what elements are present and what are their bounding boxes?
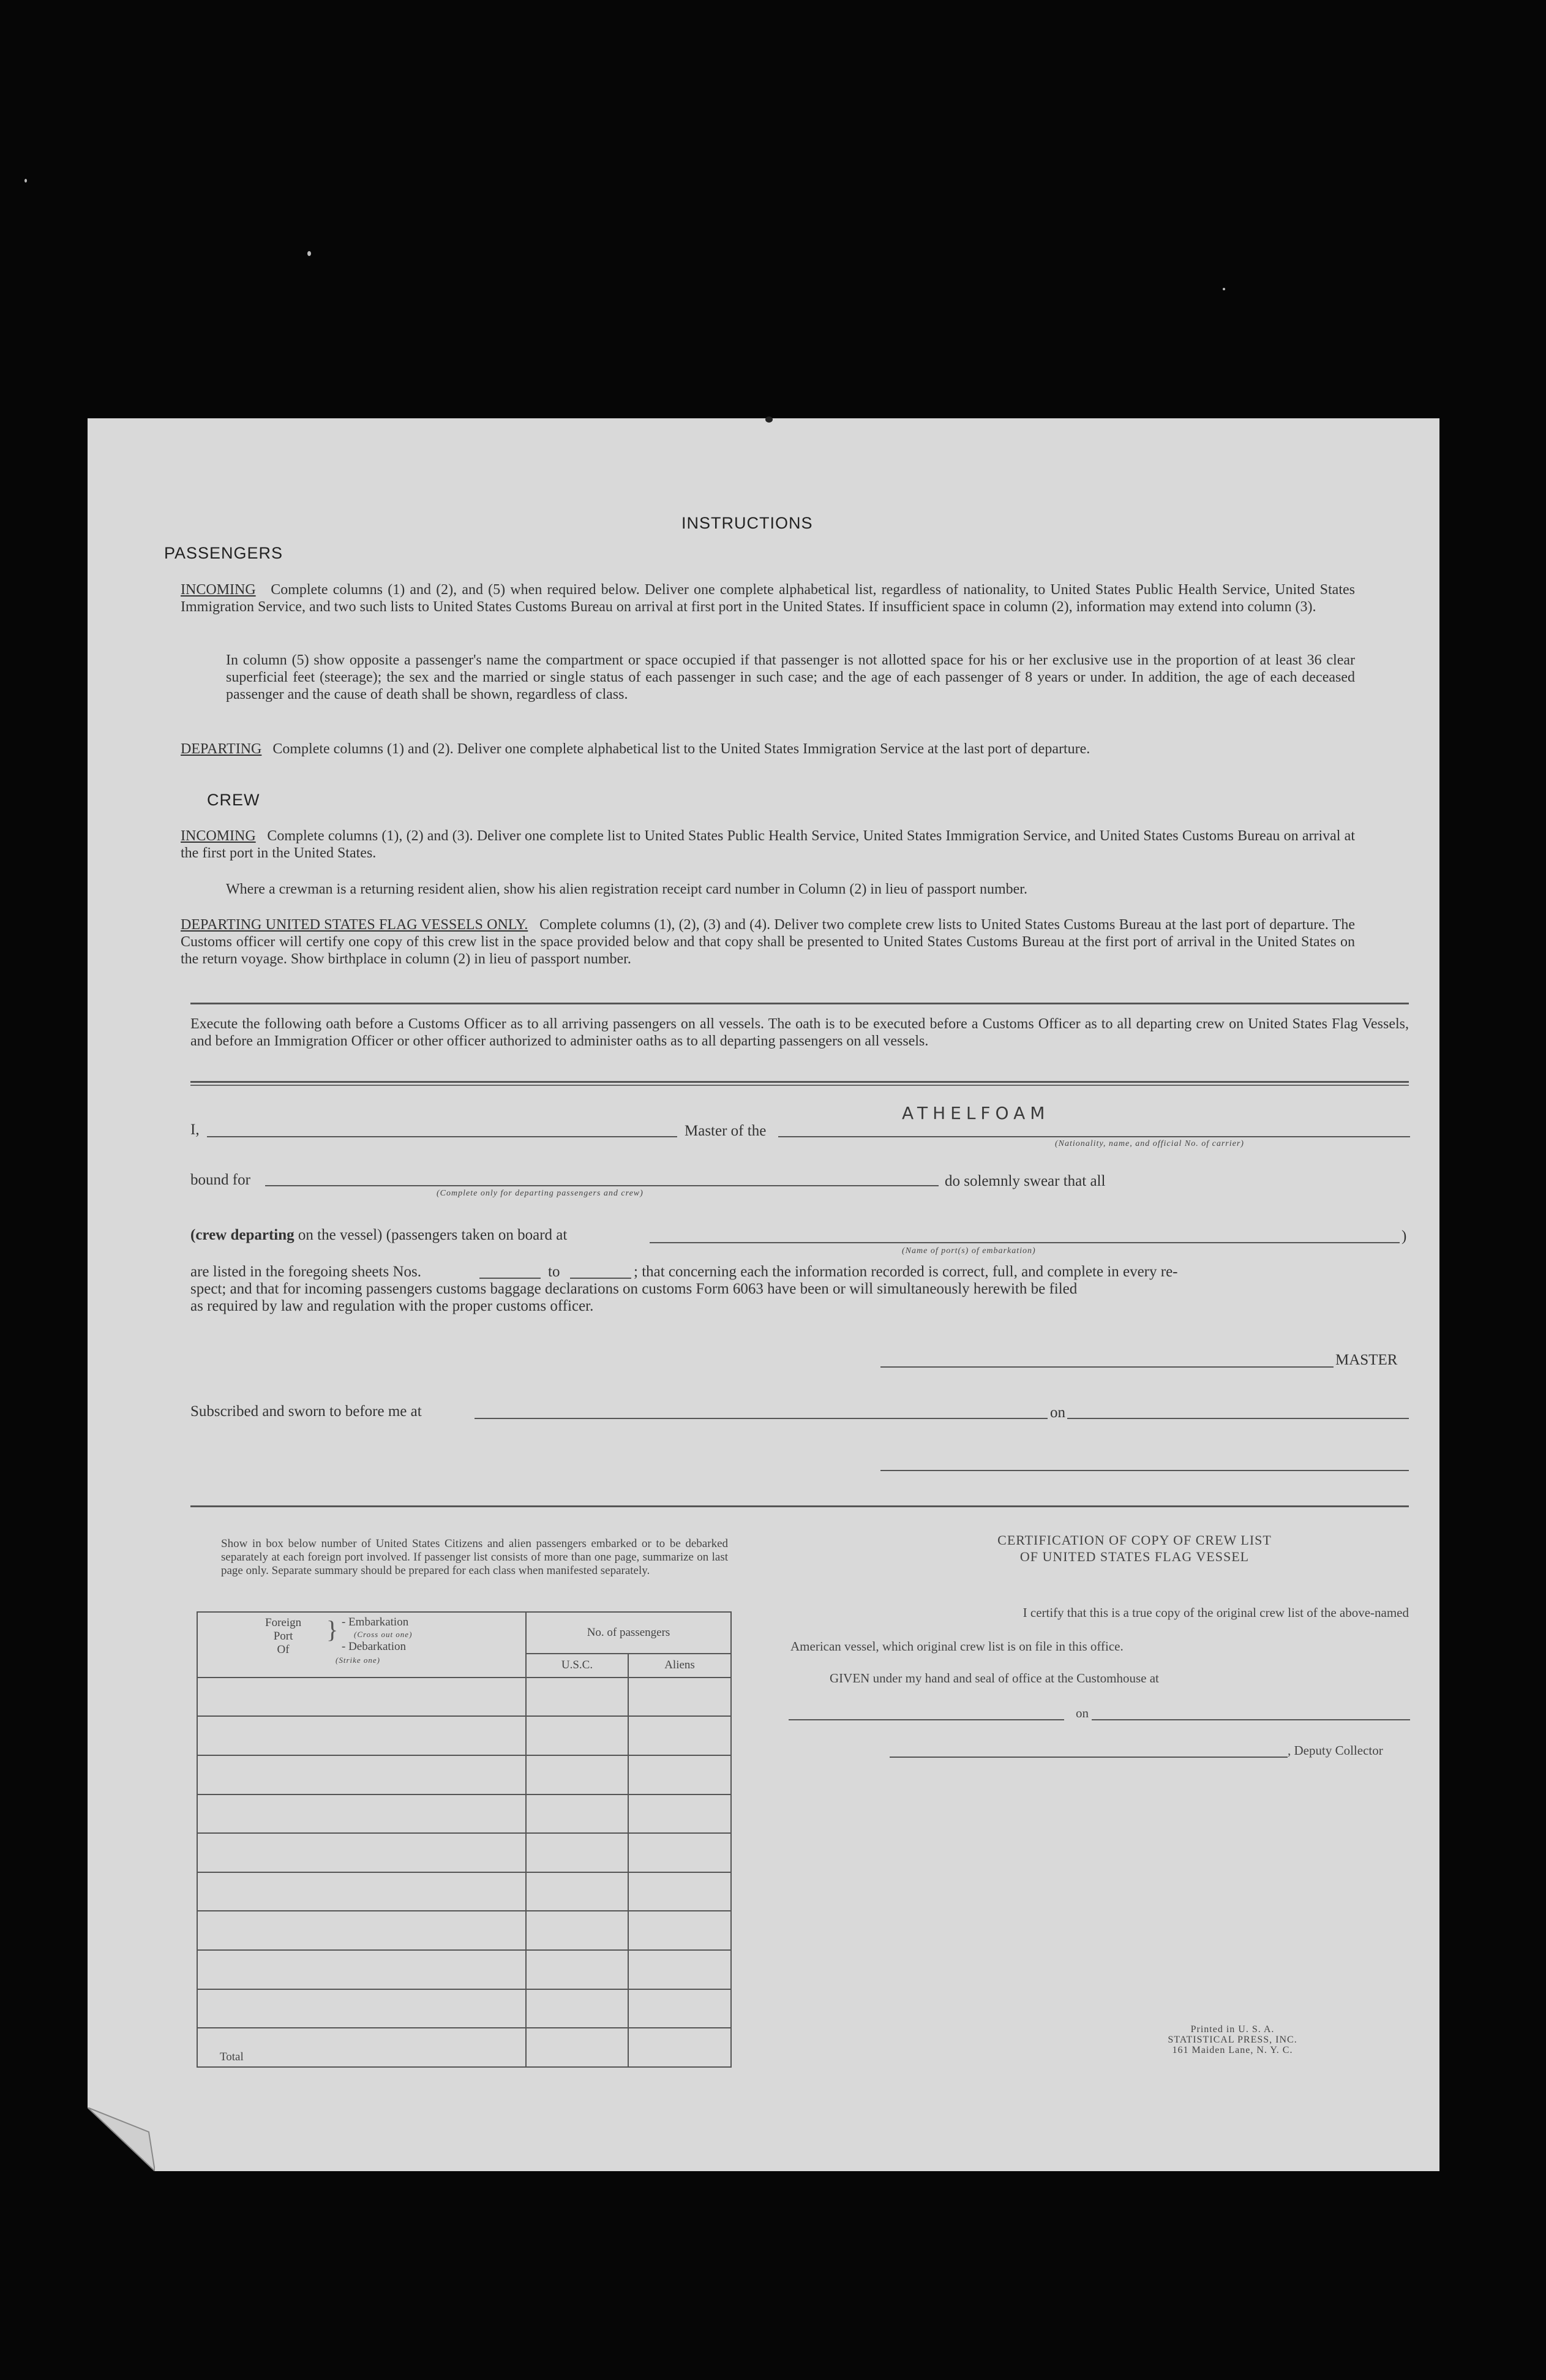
form-page xyxy=(88,418,1439,2171)
customhouse-line[interactable] xyxy=(789,1719,1064,1720)
sheet-from-line[interactable] xyxy=(479,1278,541,1279)
subscribed-label: Subscribed and sworn to before me at xyxy=(190,1403,422,1420)
vessel-line[interactable] xyxy=(778,1136,1410,1137)
passengers-departing-instructions xyxy=(181,740,1355,758)
port-cell[interactable] xyxy=(197,1911,526,1950)
departing-label: DEPARTING xyxy=(181,741,262,757)
bound-for-label: bound for xyxy=(190,1172,250,1188)
on-label: on xyxy=(1050,1404,1065,1421)
embark-debark-choice xyxy=(342,1616,412,1653)
cross-out-caption: (Cross out one) xyxy=(354,1630,413,1639)
total-label: Total xyxy=(197,2028,526,2067)
aliens-cell[interactable] xyxy=(628,1794,731,1834)
certify-text: I certify that this is a true copy of the original crew list of the above-named xyxy=(1023,1605,1409,1620)
sheet-to-line[interactable] xyxy=(570,1278,631,1279)
divider xyxy=(190,1003,1409,1004)
certification-title-line1: CERTIFICATION OF COPY OF CREW LIST xyxy=(997,1532,1272,1548)
embarkation-option[interactable]: - Embarkation xyxy=(342,1616,409,1629)
sheets-label: are listed in the foregoing sheets Nos. xyxy=(190,1263,421,1280)
usc-header: U.S.C. xyxy=(526,1654,628,1678)
passengers-heading: PASSENGERS xyxy=(164,544,283,562)
incoming-text: Complete columns (1) and (2), and (5) when required below. Deliver one complete alphabetical list, regardless of nationality, to United States Public Health Service, United States Immigration Service, and two such lists to United States Customs Bureau on arrival at first port in the United States. If insufficient space in column (2), information may extend into column (3). xyxy=(181,582,1355,615)
aliens-cell[interactable] xyxy=(628,1678,731,1717)
american-vessel-text: American vessel, which original crew list is on file in this office. xyxy=(790,1639,1124,1654)
divider xyxy=(190,1505,1409,1507)
no-of-passengers-header: No. of passengers xyxy=(526,1612,731,1654)
printer-line1: Printed in U. S. A. xyxy=(1190,2024,1275,2035)
printer-imprint xyxy=(1141,2024,1324,2055)
foreign-port-of xyxy=(265,1616,301,1657)
usc-cell[interactable] xyxy=(526,1872,628,1911)
master-signature-line[interactable] xyxy=(880,1366,1334,1368)
port-cell[interactable] xyxy=(197,1716,526,1755)
sworn-date-line[interactable] xyxy=(1067,1418,1409,1419)
printer-line2: STATISTICAL PRESS, INC. xyxy=(1168,2035,1297,2045)
port-cell[interactable] xyxy=(197,1833,526,1872)
usc-cell[interactable] xyxy=(526,1911,628,1950)
foreign-label: Foreign xyxy=(265,1616,302,1629)
crew-heading: CREW xyxy=(207,791,260,809)
aliens-cell[interactable] xyxy=(628,1911,731,1950)
oath-line3: as required by law and regulation with the proper customs officer. xyxy=(190,1298,594,1314)
swear-text: do solemnly swear that all xyxy=(945,1173,1106,1189)
port-cell[interactable] xyxy=(197,1755,526,1794)
usc-cell[interactable] xyxy=(526,1716,628,1755)
passenger-summary-table xyxy=(197,1611,732,2068)
departing-text: Complete columns (1) and (2). Deliver one complete alphabetical list to the United States Immigration Service at the last port of departure. xyxy=(272,741,1090,757)
oath-i-label: I, xyxy=(190,1121,200,1138)
aliens-cell[interactable] xyxy=(628,1755,731,1794)
scan-speck xyxy=(307,251,311,256)
crew-departing-option: (crew departing xyxy=(190,1227,295,1243)
crew-departing-instructions xyxy=(181,916,1355,968)
aliens-cell[interactable] xyxy=(628,1833,731,1872)
aliens-header: Aliens xyxy=(628,1654,731,1678)
port-cell[interactable] xyxy=(197,1678,526,1717)
crew-departing-text: Complete columns (1), (2), (3) and (4). Deliver two complete crew lists to United States Customs Bureau at the last port of departure. The Customs officer will certify one copy of this crew list in the space provided below and that copy shall be presented to United States Customs Bureau at the first port of arrival in the United States on the return voyage. Show birthplace in column (2) in lieu of passport number. xyxy=(181,917,1356,967)
divider xyxy=(190,1085,1409,1086)
certification-title-line2: OF UNITED STATES FLAG VESSEL xyxy=(1019,1549,1250,1564)
summary-instructions: Show in box below number of United States Citizens and alien passengers embarked or to be debarked separately at each foreign port involved. If passenger list consists of more than one page, summarize on last page only. Separate summary should be prepared for each class when manifested separately. xyxy=(221,1537,728,1577)
to-label: to xyxy=(548,1263,560,1280)
oath-crew-line xyxy=(190,1227,567,1244)
officer-signature-line[interactable] xyxy=(880,1470,1409,1471)
usc-cell[interactable] xyxy=(526,1794,628,1834)
passengers-option: on the vessel) (passengers taken on board at xyxy=(298,1227,568,1243)
nationality-caption: (Nationality, name, and official No. of carrier) xyxy=(1055,1139,1244,1148)
port-cell[interactable] xyxy=(197,1989,526,2028)
port-label: Port xyxy=(273,1630,293,1643)
master-of-the-label: Master of the xyxy=(685,1123,767,1139)
scan-speck xyxy=(24,179,27,183)
port-caption: (Name of port(s) of embarkation) xyxy=(902,1246,1036,1256)
aliens-cell[interactable] xyxy=(628,1872,731,1911)
crew-departing-label: DEPARTING UNITED STATES FLAG VESSELS ONLY. xyxy=(181,917,528,933)
passengers-incoming-instructions xyxy=(181,581,1355,616)
sworn-place-line[interactable] xyxy=(475,1418,1048,1419)
deputy-signature-line[interactable] xyxy=(890,1757,1288,1758)
port-cell[interactable] xyxy=(197,1950,526,1989)
bound-for-line[interactable] xyxy=(265,1185,939,1186)
debarkation-option[interactable]: - Debarkation xyxy=(342,1640,406,1653)
port-cell[interactable] xyxy=(197,1872,526,1911)
oath-instruction: Execute the following oath before a Customs Officer as to all arriving passengers on all vessels. The oath is to be executed before a Customs Officer as to all departing crew on United States Flag Vessels, and before an Immigration Officer or other officer authorized to administer oaths as to all departing passengers on all vessels. xyxy=(190,1016,1409,1049)
master-name-line[interactable] xyxy=(207,1136,677,1137)
aliens-cell[interactable] xyxy=(628,1989,731,2028)
given-text: GIVEN under my hand and seal of office at the Customhouse at xyxy=(830,1671,1159,1685)
usc-total-cell[interactable] xyxy=(526,2028,628,2067)
printer-line3: 161 Maiden Lane, N. Y. C. xyxy=(1172,2045,1293,2055)
port-header-cell xyxy=(197,1612,526,1654)
column5-instructions: In column (5) show opposite a passenger's name the compartment or space occupied if that passenger is not allotted space for his or her exclusive use in the proportion of at least 36 clear superficial feet (steerage); the sex and the married or single status of each passenger in such case; and the age of each passenger of 8 years or under. In addition, the age of each deceased passenger and the cause of death shall be shown, regardless of class. xyxy=(226,652,1355,702)
of-label: Of xyxy=(277,1643,290,1656)
deputy-collector-label: , Deputy Collector xyxy=(1288,1743,1383,1758)
oath-line2: spect; and that for incoming passengers customs baggage declarations on customs Form 6063 have been or will simultaneously herewith be filed xyxy=(190,1281,1078,1297)
resident-alien-instructions: Where a crewman is a returning resident alien, show his alien registration receipt card number in Column (2) in lieu of passport number. xyxy=(226,881,1027,897)
crew-incoming-text: Complete columns (1), (2) and (3). Deliver one complete list to United States Public Health Service, United States Immigration Service, and United States Customs Bureau on arrival at the first port in the United States. xyxy=(181,828,1355,861)
aliens-total-cell[interactable] xyxy=(628,2028,731,2067)
crew-incoming-instructions xyxy=(181,827,1355,862)
strike-one-caption: (Strike one) xyxy=(336,1655,381,1665)
scan-speck xyxy=(1223,288,1225,290)
oath-line1-rest: ; that concerning each the information recorded is correct, full, and complete in every re- xyxy=(634,1263,1178,1280)
usc-cell[interactable] xyxy=(526,1950,628,1989)
complete-only-caption: (Complete only for departing passengers and crew) xyxy=(437,1189,644,1198)
page-title: INSTRUCTIONS xyxy=(681,514,813,532)
usc-cell[interactable] xyxy=(526,1833,628,1872)
aliens-cell[interactable] xyxy=(628,1716,731,1755)
divider xyxy=(190,1081,1409,1083)
cert-date-line[interactable] xyxy=(1092,1719,1410,1720)
brace: } xyxy=(326,1616,339,1643)
close-paren: ) xyxy=(1402,1228,1407,1245)
port-cell[interactable] xyxy=(197,1794,526,1834)
usc-cell[interactable] xyxy=(526,1678,628,1717)
aliens-cell[interactable] xyxy=(628,1950,731,1989)
certification-title xyxy=(902,1532,1367,1565)
usc-cell[interactable] xyxy=(526,1755,628,1794)
embarkation-port-line[interactable] xyxy=(650,1242,1400,1243)
folded-corner xyxy=(88,2107,155,2171)
crew-incoming-label: INCOMING xyxy=(181,828,256,844)
scan-speck xyxy=(765,416,773,423)
usc-cell[interactable] xyxy=(526,1989,628,2028)
vessel-name: ATHELFOAM xyxy=(902,1103,1050,1123)
incoming-label: INCOMING xyxy=(181,582,256,598)
master-label: MASTER xyxy=(1335,1352,1398,1368)
cert-on-label: on xyxy=(1076,1706,1089,1720)
